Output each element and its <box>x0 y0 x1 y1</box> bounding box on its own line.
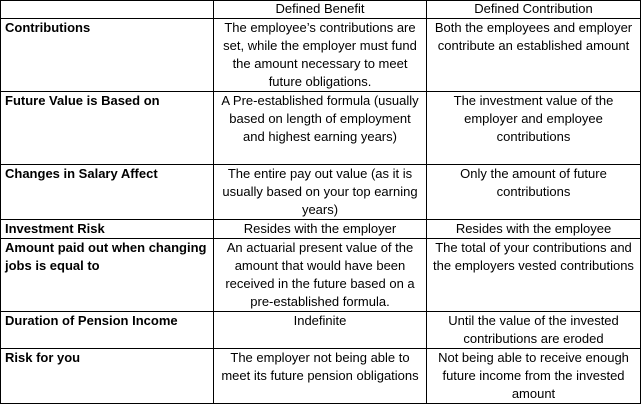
benefit-cell: Resides with the employer <box>214 220 427 239</box>
row-label: Changes in Salary Affect <box>1 165 214 220</box>
row-label: Amount paid out when changing jobs is equal to <box>1 239 214 312</box>
header-defined-contribution: Defined Contribution <box>427 1 641 19</box>
row-label: Risk for you <box>1 349 214 404</box>
row-label: Investment Risk <box>1 220 214 239</box>
benefit-cell: The employee’s contributions are set, while the employer must fund the amount necessary to meet future obligations. <box>214 19 427 92</box>
contribution-cell: Only the amount of future contributions <box>427 165 641 220</box>
row-label: Future Value is Based on <box>1 92 214 165</box>
table-row <box>1 165 641 220</box>
row-label: Contributions <box>1 19 214 92</box>
table-row <box>1 92 641 165</box>
row-label: Duration of Pension Income <box>1 312 214 349</box>
header-defined-benefit: Defined Benefit <box>214 1 427 19</box>
benefit-cell: An actuarial present value of the amount that would have been received in the future based on a pre-established formula. <box>214 239 427 312</box>
table-row <box>1 220 641 239</box>
table-row <box>1 239 641 312</box>
header-empty <box>1 1 214 19</box>
benefit-cell: A Pre-established formula (usually based on length of employment and highest earning years) <box>214 92 427 165</box>
contribution-cell: The investment value of the employer and employee contributions <box>427 92 641 165</box>
benefit-cell: Indefinite <box>214 312 427 349</box>
header-row <box>1 1 641 19</box>
table-row <box>1 19 641 92</box>
table-row <box>1 349 641 404</box>
table-row <box>1 312 641 349</box>
contribution-cell: Until the value of the invested contributions are eroded <box>427 312 641 349</box>
contribution-cell: Not being able to receive enough future income from the invested amount <box>427 349 641 404</box>
benefit-cell: The employer not being able to meet its future pension obligations <box>214 349 427 404</box>
contribution-cell: Both the employees and employer contribute an established amount <box>427 19 641 92</box>
contribution-cell: The total of your contributions and the employers vested contributions <box>427 239 641 312</box>
contribution-cell: Resides with the employee <box>427 220 641 239</box>
benefit-cell: The entire pay out value (as it is usually based on your top earning years) <box>214 165 427 220</box>
